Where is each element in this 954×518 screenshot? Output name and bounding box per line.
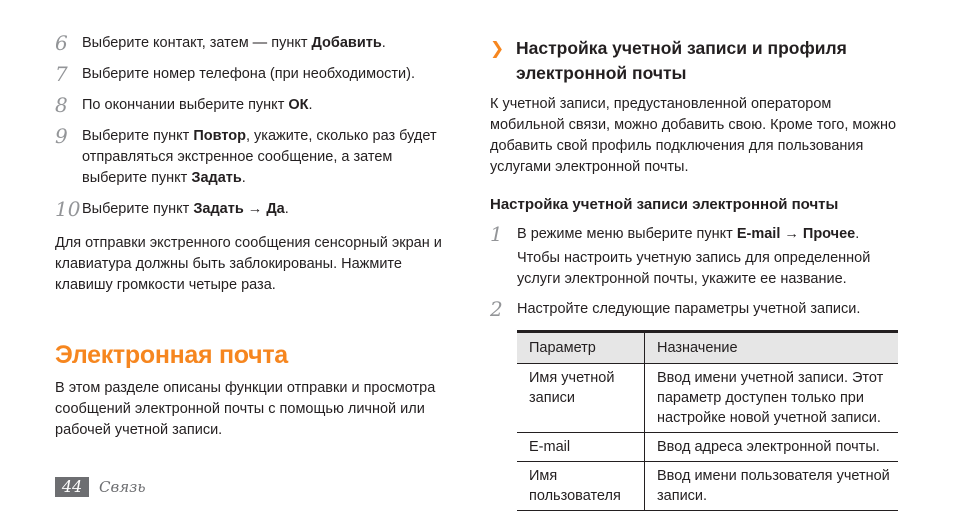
parameters-table bbox=[517, 330, 898, 511]
table-cell-param: Имя пользователя bbox=[517, 462, 645, 511]
step-text: Выберите номер телефона (при необходимости). bbox=[82, 66, 416, 82]
right-steps bbox=[490, 224, 908, 320]
table-header-desc: Назначение bbox=[645, 332, 899, 364]
step-number: 6 bbox=[55, 31, 68, 55]
footer-section-label: Связь bbox=[99, 478, 146, 496]
right-column bbox=[490, 36, 908, 511]
step-number: 7 bbox=[55, 62, 68, 86]
step-number: 8 bbox=[55, 93, 68, 117]
section-heading: Электронная почта bbox=[55, 341, 288, 369]
subsection-heading bbox=[490, 36, 908, 86]
note-paragraph: Для отправки экстренного сообщения сенсорный экран и клавиатура должны быть заблокированы. Нажмите клавишу громкости четыре раза. bbox=[55, 235, 442, 293]
step-item-6 bbox=[55, 33, 459, 54]
table-row bbox=[517, 364, 898, 433]
chevron-icon: ❯ bbox=[490, 39, 505, 58]
step-text: Выберите пункт Повтор, укажите, сколько раз будет отправляться экстренное сообщение, а затем выберите пункт Задать. bbox=[82, 128, 437, 186]
table-row bbox=[517, 462, 898, 511]
step-sub-paragraph: Чтобы настроить учетную запись для определенной услуги электронной почты, укажите ее название. bbox=[517, 250, 871, 287]
step-number: 1 bbox=[490, 222, 503, 246]
section-intro: В этом разделе описаны функции отправки и просмотра сообщений электронной почты с помощью личной или рабочей учетной записи. bbox=[55, 380, 436, 438]
left-column bbox=[55, 33, 459, 441]
step-text: По окончании выберите пункт ОК. bbox=[82, 97, 313, 113]
step-text: Выберите пункт Задать → Да. bbox=[82, 201, 289, 217]
step-text: В режиме меню выберите пункт E-mail → Прочее. bbox=[517, 226, 860, 242]
table-cell-desc: Ввод адреса электронной почты. bbox=[645, 433, 899, 462]
step-number: 2 bbox=[490, 297, 503, 321]
table-cell-desc: Ввод имени учетной записи. Этот параметр доступен только при настройке новой учетной записи. bbox=[645, 364, 899, 433]
subheading: Настройка учетной записи электронной почты bbox=[490, 196, 839, 213]
step-item-1 bbox=[490, 224, 908, 245]
step-item-2 bbox=[490, 299, 908, 320]
subsection-heading-text: Настройка учетной записи и профиля электронной почты bbox=[516, 38, 847, 83]
step-item-8 bbox=[55, 95, 459, 116]
page-footer bbox=[55, 477, 146, 497]
step-text: Выберите контакт, затем — пункт Добавить. bbox=[82, 35, 386, 51]
table-header-row bbox=[517, 332, 898, 364]
table-header-param: Параметр bbox=[517, 332, 645, 364]
step-number: 9 bbox=[55, 124, 68, 148]
step-item-7 bbox=[55, 64, 459, 85]
table-cell-desc: Ввод имени пользователя учетной записи. bbox=[657, 468, 890, 504]
table-cell-param: Имя учетной записи bbox=[517, 364, 645, 433]
page-number-badge: 44 bbox=[55, 477, 89, 497]
table-cell-param: E-mail bbox=[517, 433, 645, 462]
step-item-9 bbox=[55, 126, 459, 189]
table-row bbox=[517, 433, 898, 462]
step-item-10 bbox=[55, 199, 459, 220]
subsection-intro: К учетной записи, предустановленной оператором мобильной связи, можно добавить свою. Кроме того, можно добавить свой профиль подключения для пользования услугами электронной почты. bbox=[490, 96, 897, 175]
step-text: Настройте следующие параметры учетной записи. bbox=[517, 301, 861, 317]
step-number: 10 bbox=[55, 197, 81, 221]
